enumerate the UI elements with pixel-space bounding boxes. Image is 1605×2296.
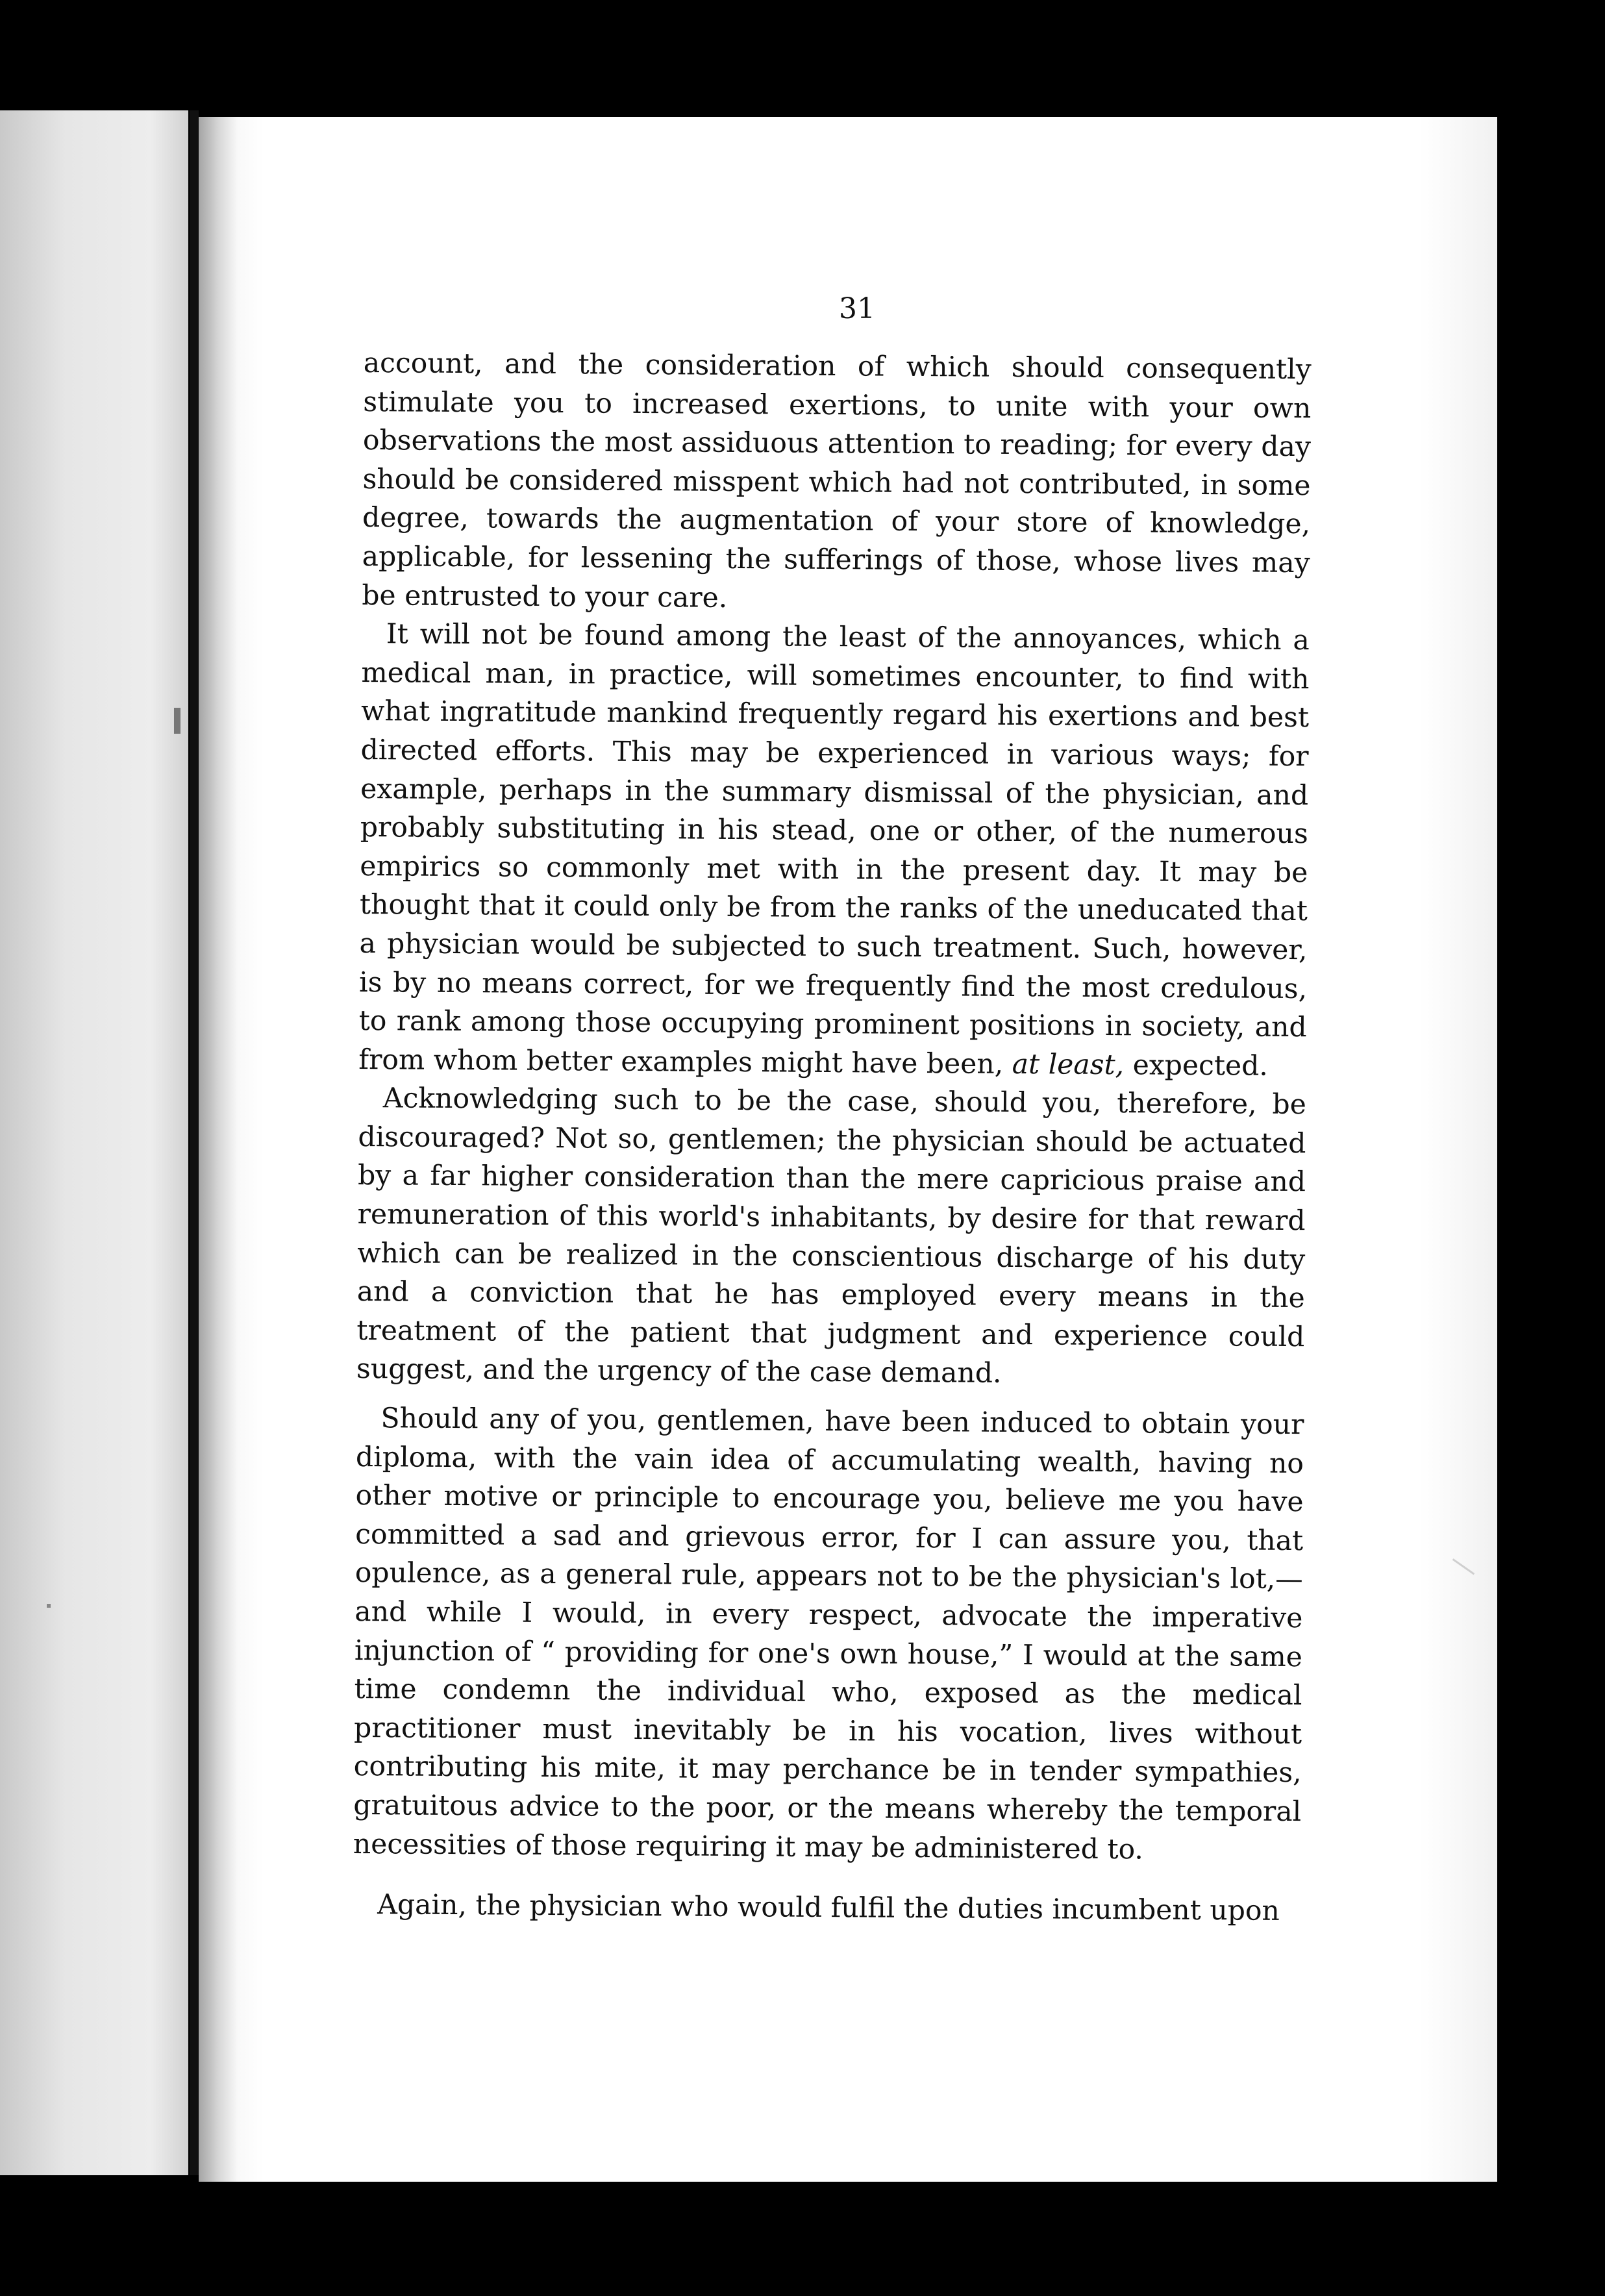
paragraph-2-text-a: It will not be found among the least of the annoyances, which a medical man, in practice, will sometimes encounter, to find with what ingratitude mankind frequently regard his exertions and best directed efforts. This may be experienced in various ways; for example, perhaps in the summary dismissal of the physician, and probably substituting in his stead, one or other, of the numerous empirics so commonly met with in the present day. It may be thought that it could only be from the ranks of the uneducated that a physician would be subjected to such treatment. Such, however, is by no means correct, for we frequently find the most credulous, to rank among those occupying prominent positions in society, and from whom better examples might have been, <box>358 618 1310 1080</box>
body-text <box>353 344 1312 1931</box>
paragraph-5: Again, the physician who would fulfil the duties incumbent upon <box>377 1889 1280 1928</box>
binding-gutter <box>190 110 199 2175</box>
adjoining-page-edge <box>0 110 188 2175</box>
paragraph-4: Should any of you, gentlemen, have been induced to obtain your diploma, with the vain idea of accumulating wealth, having no other motive or principle to encourage you, believe me you have committed a sad and grievous error, for I can assure you, that opulence, as a general rule, appears not to be the physician's lot,—and while I would, in every respect, advocate the imperative injunction of “ providing for one's own house,” I would at the same time condemn the individual who, exposed as the medical practitioner must inevitably be in his vocation, lives without contributing his mite, it may perchance be in tender sympathies, gratuitous advice to the poor, or the means whereby the temporal necessities of those requiring it may be administered to. <box>353 1403 1304 1866</box>
paragraph-1: account, and the consideration of which should consequently stimulate you to increased exertions, to unite with your own observations the most assiduous attention to reading; for every day should be considered misspent which had not contributed, in some degree, towards the augmentation of your store of knowledge, applicable, for lessening the sufferings of those, whose lives may be entrusted to your care. <box>362 347 1312 614</box>
paragraph-2-text-b: expected. <box>1123 1049 1269 1082</box>
page-number: 31 <box>839 292 875 325</box>
scan-speck <box>47 1604 51 1608</box>
binding-notch-mark <box>174 708 180 734</box>
paragraph-3: Acknowledging such to be the case, should you, therefore, be discouraged? Not so, gentlemen; the physician should be actuated by a far higher consideration than the mere capricious praise and remuneration of this world's inhabitants, by desire for that reward which can be realized in the conscientious discharge of his duty and a conviction that he has employed every means in the treatment of the patient that judgment and experience could suggest, and the urgency of the case demand. <box>356 1082 1307 1390</box>
page-fold-shadow <box>199 117 238 2182</box>
paragraph-2-emphasis: at least, <box>1012 1048 1125 1081</box>
paragraph-2 <box>358 615 1310 1086</box>
